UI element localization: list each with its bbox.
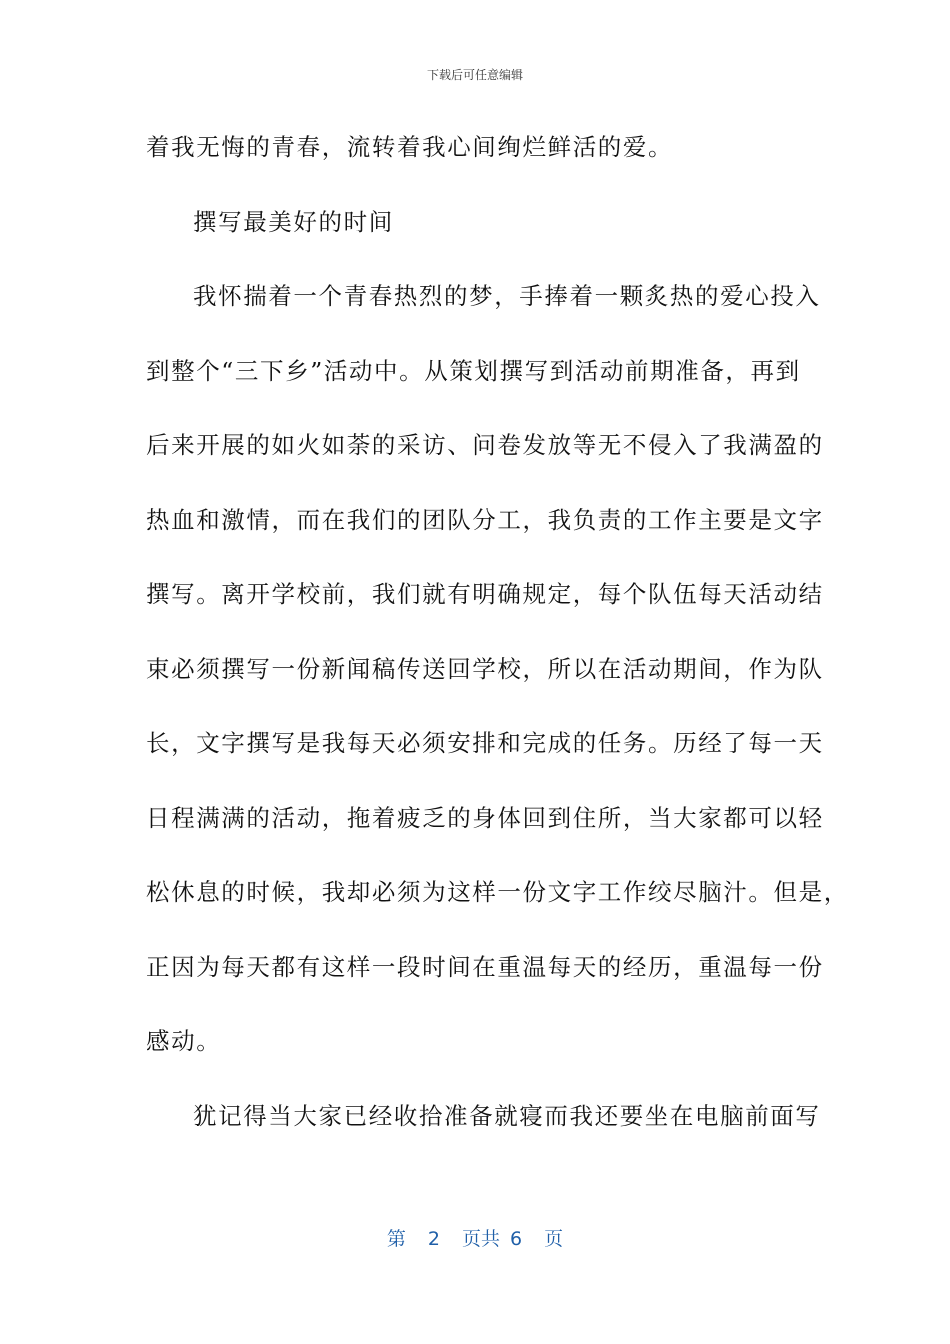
paragraph-line: 着我无悔的青春，流转着我心间绚烂鲜活的爱。 [146, 133, 674, 161]
paragraph-line: 到整个“三下乡”活动中。从策划撰写到活动前期准备，再到 [146, 356, 801, 385]
paragraph-line: 撰写。离开学校前，我们就有明确规定，每个队伍每天活动结 [146, 580, 824, 608]
section-heading: 撰写最美好的时间 [193, 207, 394, 236]
paragraph-line: 长，文字撰写是我每天必须安排和完成的任务。历经了每一天 [146, 729, 824, 757]
footer-middle: 页共 [461, 1228, 500, 1250]
footer-suffix: 页 [544, 1228, 564, 1250]
page-footer [0, 1224, 950, 1251]
paragraph-line: 感动。 [146, 1027, 222, 1055]
footer-prefix: 第 [386, 1228, 406, 1250]
footer-total-pages: 6 [510, 1228, 523, 1250]
footer-page-number: 2 [427, 1228, 440, 1250]
paragraph-line: 松休息的时候，我却必须为这样一份文字工作绞尽脑汁。但是， [146, 878, 849, 906]
document-body [146, 110, 849, 1153]
header-note: 下载后可任意编辑 [426, 68, 523, 82]
paragraph-line: 后来开展的如火如荼的采访、问卷发放等无不侵入了我满盈的 [146, 431, 824, 459]
paragraph-line: 正因为每天都有这样一段时间在重温每天的经历，重温每一份 [146, 952, 824, 981]
paragraph-line: 热血和激情，而在我们的团队分工，我负责的工作主要是文字 [146, 505, 824, 534]
paragraph-line: 日程满满的活动，拖着疲乏的身体回到住所，当大家都可以轻 [146, 803, 824, 832]
paragraph-line: 我怀揣着一个青春热烈的梦，手捧着一颗炙热的爱心投入 [193, 282, 821, 310]
paragraph-line: 犹记得当大家已经收拾准备就寝而我还要坐在电脑前面写 [193, 1101, 821, 1130]
paragraph-line: 束必须撰写一份新闻稿传送回学校，所以在活动期间，作为队 [146, 654, 824, 683]
